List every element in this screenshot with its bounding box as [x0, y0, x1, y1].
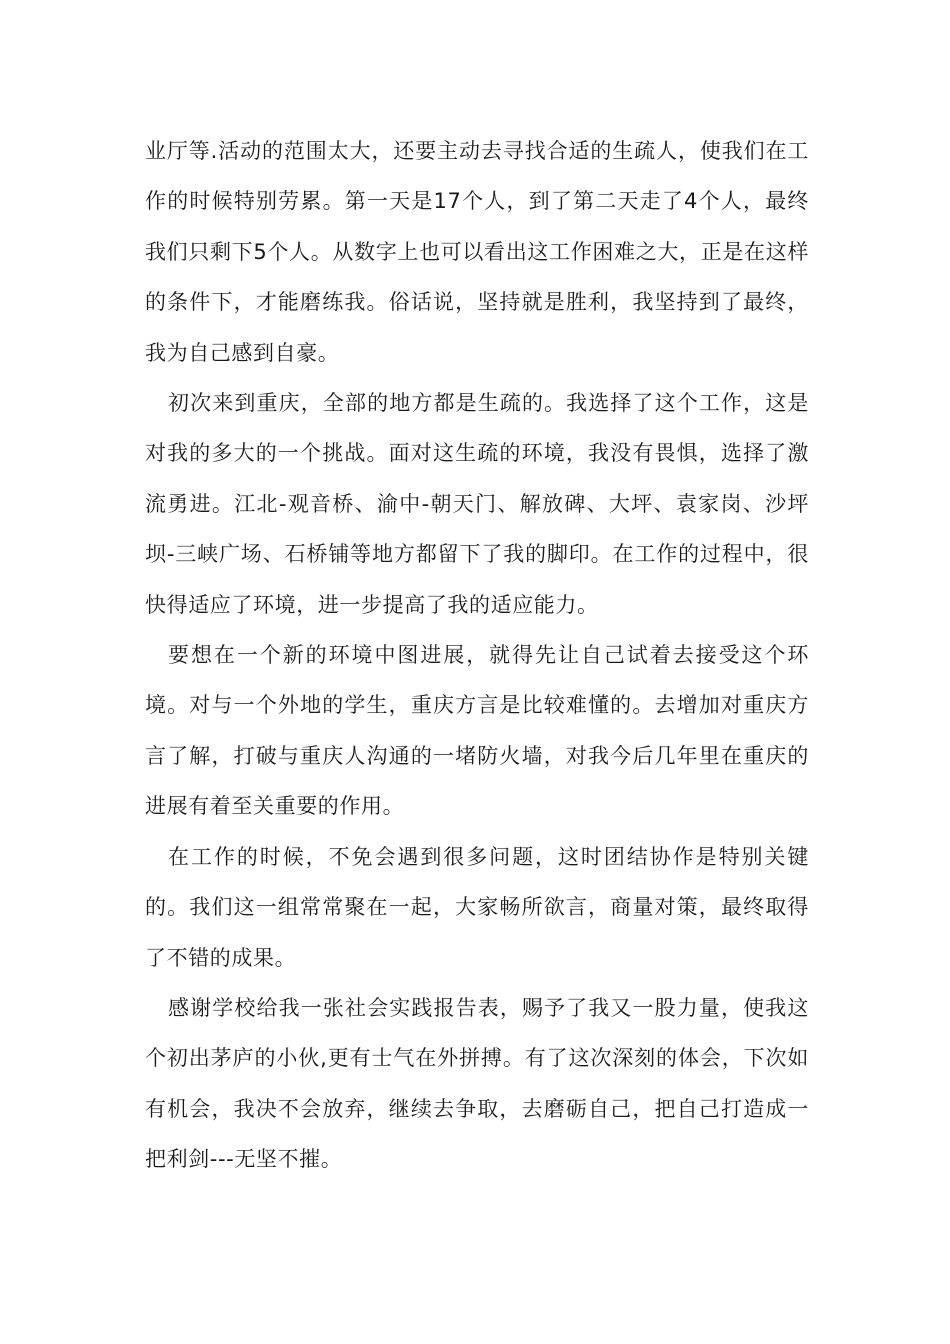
paragraph-2: 初次来到重庆，全部的地方都是生疏的。我选择了这个工作，这是对我的多大的一个挑战。面对这生疏的环境，我没有畏惧，选择了激流勇进。江北-观音桥、渝中-朝天门、解放碑、大坪、袁家岗、沙坪坝-三峡广场、石桥铺等地方都留下了我的脚印。在工作的过程中，很快得适应了环境，进一步提高了我的适应能力。 — [145, 391, 809, 617]
document-body — [145, 126, 809, 1185]
paragraph-4: 在工作的时候，不免会遇到很多问题，这时团结协作是特别关键的。我们这一组常常聚在一起，大家畅所欲言，商量对策，最终取得了不错的成果。 — [145, 844, 809, 970]
paragraph-5: 感谢学校给我一张社会实践报告表，赐予了我又一股力量，使我这个初出茅庐的小伙,更有士气在外拼搏。有了这次深刻的体会，下次如有机会，我决不会放弃，继续去争取，去磨砺自己，把自己打造成一把利剑---无坚不摧。 — [145, 995, 809, 1172]
paragraph-1: 业厅等.活动的范围太大，还要主动去寻找合适的生疏人，使我们在工作的时候特别劳累。第一天是17个人，到了第二天走了4个人，最终我们只剩下5个人。从数字上也可以看出这工作困难之大，正是在这样的条件下，才能磨练我。俗话说，坚持就是胜利，我坚持到了最终，我为自己感到自豪。 — [145, 139, 809, 365]
paragraph-3: 要想在一个新的环境中图进展，就得先让自己试着去接受这个环境。对与一个外地的学生，重庆方言是比较难懂的。去增加对重庆方言了解，打破与重庆人沟通的一堵防火墙，对我今后几年里在重庆的进展有着至关重要的作用。 — [145, 643, 809, 819]
